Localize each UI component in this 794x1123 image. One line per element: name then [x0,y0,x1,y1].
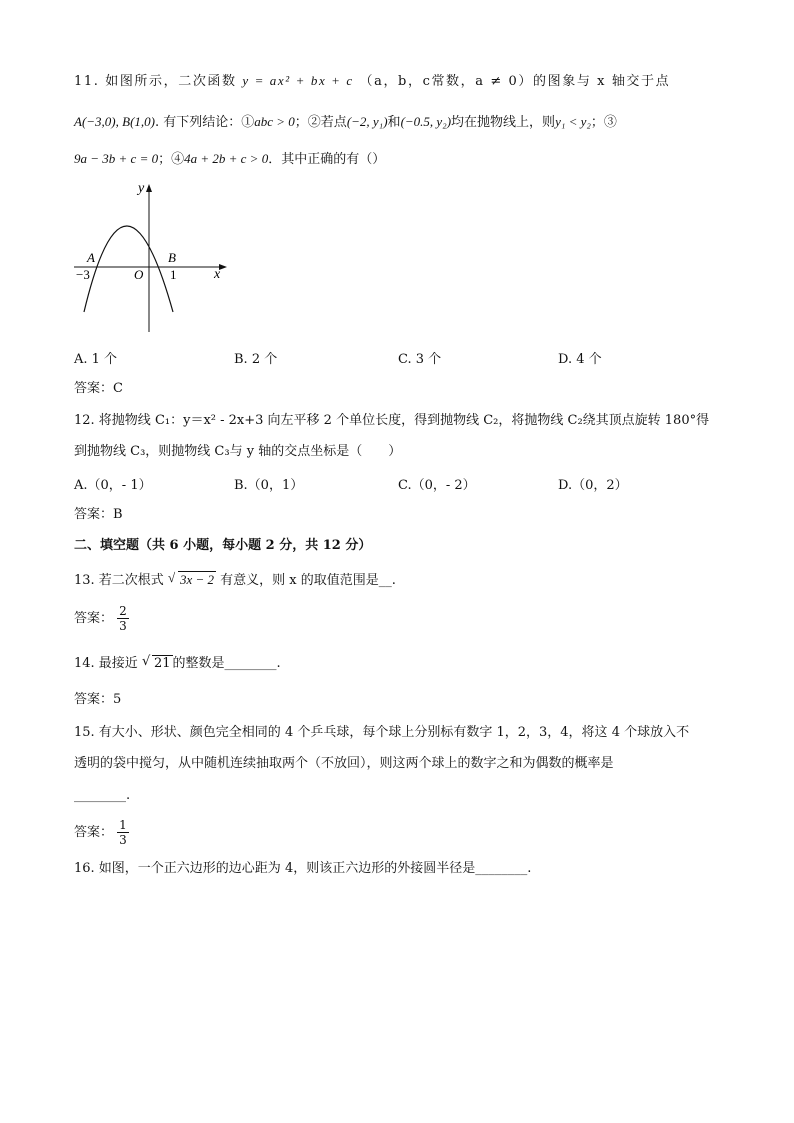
q11-parabola-graph [72,180,232,340]
y-axis-label: y [138,181,145,196]
answer-label: 答案： [74,825,114,840]
fraction-numerator: 1 [119,818,127,832]
q15-line1: 15. 有大小、形状、颜色完全相同的 4 个乒乓球，每个球上分别标有数字 1，2，3，4，将这 4 个球放入不 [74,725,690,740]
q14-radicand: 21 [153,656,171,671]
q14-text-post: 的整数是________. [172,656,281,671]
q12-option-d[interactable]: D.（0，2） [558,478,628,493]
q11-point-1: (−2, y₁) [346,114,388,129]
q13-line [74,571,396,590]
answer-value: 5 [113,692,122,707]
q11-text-a: 如图所示，二次函数 [105,74,237,89]
q11-text-which-correct: ．其中正确的有（） [268,152,386,167]
fraction-denominator: 3 [119,833,127,847]
q15-answer [74,818,129,847]
q13-text-pre: 13. 若二次根式 [74,573,164,588]
q11-text-three: ；③ [590,115,617,130]
q12-line1: 12. 将抛物线 C₁：y＝x² - 2x+3 向左平移 2 个单位长度，得到抛物线 C₂，将抛物线 C₂绕其顶点旋转 180°得 [74,413,710,428]
q11-points-ab: A(−3,0), B(1,0) [74,114,155,129]
q12-option-c[interactable]: C.（0，- 2） [398,478,476,493]
q11-option-c[interactable]: C. 3 个 [398,352,442,367]
answer-label: 答案： [74,692,114,707]
answer-value: B [113,507,123,522]
fraction-numerator: 2 [119,604,127,618]
q11-option-b[interactable]: B. 2 个 [234,352,278,367]
q11-option-d[interactable]: D. 4 个 [558,352,602,367]
q16-line1: 16. 如图，一个正六边形的边心距为 4，则该正六边形的外接圆半径是________. [74,861,532,876]
q11-line1 [74,72,670,91]
q14-sqrt [142,655,173,673]
x-axis-label: x [214,267,221,282]
q11-text-if-point: ；②若点 [294,115,347,130]
q11-option-a[interactable]: A. 1 个 [74,352,118,367]
q11-line2 [74,113,617,132]
q11-conclusion-1: abc > 0 [254,114,295,129]
q11-text-on-parabola: 均在抛物线上，则 [451,115,556,130]
point-b-label: B [168,250,176,265]
q14-answer [74,691,121,709]
section-2-title: 二、填空题（共 6 小题，每小题 2 分，共 12 分） [74,538,372,553]
q13-answer [74,604,129,633]
q11-point-2: (−0.5, y₂) [400,114,452,129]
sqrt-icon: √ [141,654,151,669]
y-axis-arrow-icon [146,184,152,192]
q11-text-and: 和 [387,115,401,130]
q11-conclusion-3: 9a − 3b + c = 0 [74,151,159,166]
answer-value: C [113,381,123,396]
q15-line2: 透明的袋中搅匀，从中随机连续抽取两个（不放回），则这两个球上的数字之和为偶数的概率是 [74,756,614,771]
q15-answer-fraction [117,818,129,847]
q14-text-pre: 14. 最接近 [74,656,138,671]
q12-line2: 到抛物线 C₃，则抛物线 C₃与 y 轴的交点坐标是（ ） [74,444,402,459]
q12-option-a[interactable]: A.（0，- 1） [74,478,152,493]
answer-label: 答案： [74,507,114,522]
parabola-curve [84,226,173,312]
q13-answer-fraction [117,604,129,633]
point-a-label: A [87,250,95,265]
answer-label: 答案： [74,611,114,626]
q11-text-b: （a，b，c常数，a ≠ 0）的图象与 x 轴交于点 [359,74,671,89]
q11-conclusion-2: y₁ < y₂ [555,114,591,129]
fraction-denominator: 3 [119,619,127,633]
q12-option-b[interactable]: B.（0，1） [234,478,304,493]
q13-text-post: 有意义，则 x 的取值范围是__. [220,573,396,588]
q12-answer [74,506,123,524]
q11-text-four: ；④ [158,152,185,167]
q14-line [74,655,281,673]
answer-label: 答案： [74,381,114,396]
origin-label: O [134,267,144,282]
q15-line3: ________. [74,788,131,803]
tick-1-label: 1 [170,267,177,282]
q11-line3 [74,150,385,169]
q11-number: 11. [74,74,100,89]
q11-formula: y = ax² + bx + c [242,73,354,88]
q13-sqrt [168,571,216,589]
q11-text-conclusions: . 有下列结论：① [154,115,255,130]
q11-conclusion-4: 4a + 2b + c > 0 [184,151,269,166]
q11-answer [74,380,123,398]
q13-radicand: 3x − 2 [179,572,214,587]
sqrt-icon: √ [167,570,176,585]
tick-neg3-label: −3 [76,267,90,282]
